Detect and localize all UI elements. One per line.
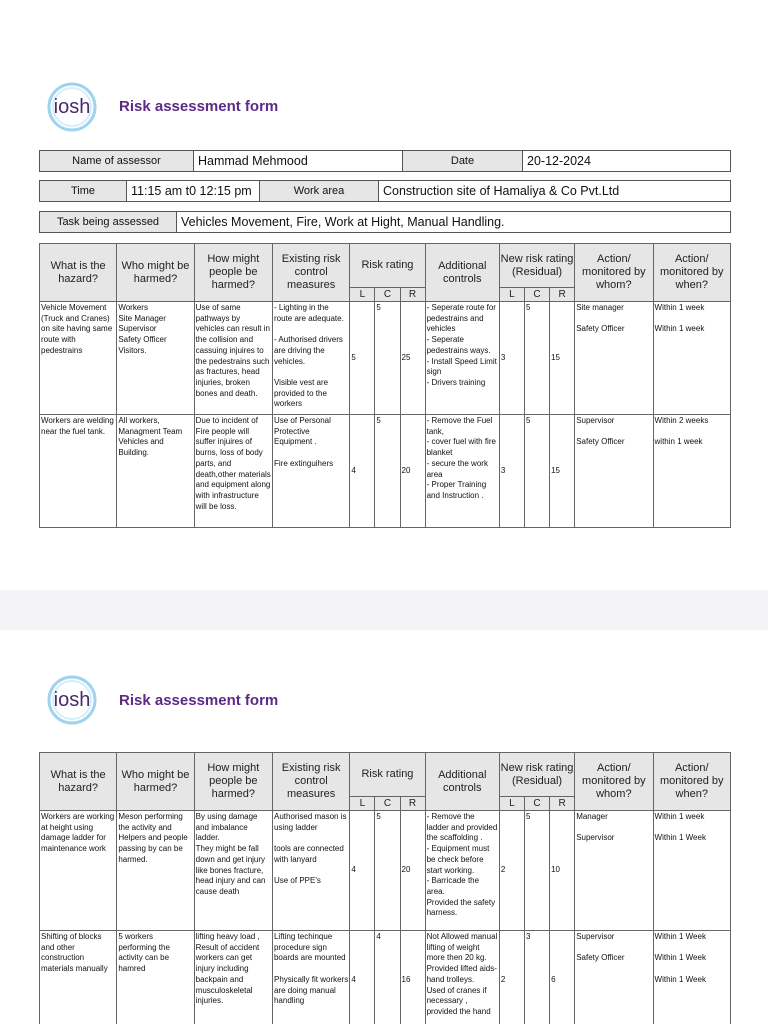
- iosh-logo-icon: [44, 80, 100, 136]
- existing-cell: Use of Personal Protective Equipment . Fire extinguihers: [272, 415, 349, 528]
- header-existing: Existing risk control measures: [272, 753, 349, 811]
- how-cell: lifting heavy load , Result of accident workers can get injury including backpain and musculoskeletal injuries.: [194, 931, 272, 1024]
- rating-R: 20: [400, 415, 425, 528]
- rating-R: 25: [400, 302, 425, 415]
- rating-L: 4: [350, 415, 375, 528]
- assessor-name: Hammad Mehmood: [194, 151, 403, 172]
- header-who: Who might be harmed?: [117, 753, 194, 811]
- header-action-whom: Action/ monitored by whom?: [575, 753, 653, 811]
- time-value: 11:15 am t0 12:15 pm: [127, 181, 260, 202]
- whom-cell: Supervisor Safety Officer: [575, 415, 653, 528]
- assessor-row: [39, 150, 731, 172]
- header-risk-rating: Risk rating: [350, 753, 425, 797]
- header-L: L: [350, 797, 375, 811]
- table-row: [40, 302, 731, 415]
- iosh-logo: [44, 673, 100, 729]
- rating-C: 5: [375, 302, 400, 415]
- new-rating-L: 3: [499, 302, 524, 415]
- header-additional: Additional controls: [425, 753, 499, 811]
- table-row: [40, 931, 731, 1024]
- date-value: 20-12-2024: [523, 151, 731, 172]
- new-rating-C: 5: [525, 415, 550, 528]
- hazard-cell: Workers are welding near the fuel tank.: [40, 415, 117, 528]
- header-who: Who might be harmed?: [117, 244, 194, 302]
- page-2: [0, 630, 768, 1024]
- additional-cell: - Remove the Fuel tank, - cover fuel with fire blanket - secure the work area - Proper Training and Instruction .: [425, 415, 499, 528]
- iosh-logo: [44, 80, 100, 136]
- additional-cell: - Remove the ladder and provided the scaffolding . - Equipment must be check before start working. - Barricade the area. Provided the safety harness.: [425, 811, 499, 931]
- additional-cell: Not Allowed manual lifting of weight more then 20 kg. Provided lifted aids-hand trolleys. Used of cranes if necessary , provided the hand: [425, 931, 499, 1024]
- whom-cell: Manager Supervisor: [575, 811, 653, 931]
- task-value: Vehicles Movement, Fire, Work at Hight, Manual Handling.: [177, 212, 731, 233]
- header-new-C: C: [525, 288, 550, 302]
- header-hazard: What is the hazard?: [40, 244, 117, 302]
- rating-R: 20: [400, 811, 425, 931]
- logo-text: iosh: [53, 96, 91, 118]
- header-L: L: [350, 288, 375, 302]
- header-residual: New risk rating (Residual): [499, 753, 574, 797]
- new-rating-C: 5: [525, 302, 550, 415]
- rating-C: 5: [375, 811, 400, 931]
- table-row: [40, 811, 731, 931]
- time-label: Time: [40, 181, 127, 202]
- form-title: Risk assessment form: [119, 98, 279, 115]
- when-cell: Within 1 week Within 1 Week: [653, 811, 730, 931]
- header-how: How might people be harmed?: [194, 753, 272, 811]
- header-R: R: [400, 288, 425, 302]
- who-cell: 5 workers performing the activity can be hamred: [117, 931, 194, 1024]
- header-new-C: C: [525, 797, 550, 811]
- assessor-label: Name of assessor: [40, 151, 194, 172]
- how-cell: Due to incident of Fire people will suffer injuires of burns, loss of body parts, and death,other materials and equipment along with infrastructure will be loss.: [194, 415, 272, 528]
- how-cell: By using damage and imbalance ladder. They might be fall down and get injury like bones fracture, head injury and can cause death: [194, 811, 272, 931]
- existing-cell: Authorised mason is using ladder tools are connected with lanyard Use of PPE's: [272, 811, 349, 931]
- new-rating-C: 3: [525, 931, 550, 1024]
- header-C: C: [375, 288, 400, 302]
- new-rating-L: 2: [499, 811, 524, 931]
- header-new-L: L: [499, 797, 524, 811]
- header-new-R: R: [550, 288, 575, 302]
- header-action-when: Action/ monitored by when?: [653, 244, 730, 302]
- risk-table-page-2: [39, 752, 731, 1024]
- rating-L: 5: [350, 302, 375, 415]
- new-rating-L: 3: [499, 415, 524, 528]
- rating-C: 5: [375, 415, 400, 528]
- hazard-cell: Shifting of blocks and other construction materials manually: [40, 931, 117, 1024]
- task-label: Task being assessed: [40, 212, 177, 233]
- existing-cell: - Lighting in the route are adequate. - Authorised drivers are driving the vehicles. Visible vest are provided to the workers: [272, 302, 349, 415]
- header-how: How might people be harmed?: [194, 244, 272, 302]
- form-title: Risk assessment form: [119, 692, 279, 709]
- rating-L: 4: [350, 931, 375, 1024]
- who-cell: Workers Site Manager Supervisor Safety Officer Visitors.: [117, 302, 194, 415]
- work-area-label: Work area: [260, 181, 379, 202]
- hazard-cell: Workers are working at height using damage ladder for maintenance work: [40, 811, 117, 931]
- date-label: Date: [403, 151, 523, 172]
- new-rating-C: 5: [525, 811, 550, 931]
- who-cell: Meson performing the activity and Helpers and people passing by can be harmed.: [117, 811, 194, 931]
- existing-cell: Lifting techinque procedure sign boards are mounted Physically fit workers are doing manual handling: [272, 931, 349, 1024]
- header-C: C: [375, 797, 400, 811]
- when-cell: Within 1 Week Within 1 Week Within 1 Week: [653, 931, 730, 1024]
- rating-L: 4: [350, 811, 375, 931]
- new-rating-R: 10: [550, 811, 575, 931]
- header-existing: Existing risk control measures: [272, 244, 349, 302]
- header-new-R: R: [550, 797, 575, 811]
- header-residual: New risk rating (Residual): [499, 244, 574, 288]
- logo-text: iosh: [53, 689, 91, 711]
- header-hazard: What is the hazard?: [40, 753, 117, 811]
- header-additional: Additional controls: [425, 244, 499, 302]
- time-row: [39, 180, 731, 202]
- when-cell: Within 2 weeks within 1 week: [653, 415, 730, 528]
- table-row: [40, 415, 731, 528]
- task-row: [39, 211, 731, 233]
- whom-cell: Site manager Safety Officer: [575, 302, 653, 415]
- new-rating-R: 15: [550, 415, 575, 528]
- rating-C: 4: [375, 931, 400, 1024]
- hazard-cell: Vehicle Movement (Truck and Cranes) on site having same route with pedestrains: [40, 302, 117, 415]
- header-risk-rating: Risk rating: [350, 244, 425, 288]
- when-cell: Within 1 week Within 1 week: [653, 302, 730, 415]
- header-action-whom: Action/ monitored by whom?: [575, 244, 653, 302]
- iosh-logo-icon: [44, 673, 100, 729]
- new-rating-L: 2: [499, 931, 524, 1024]
- how-cell: Use of same pathways by vehicles can result in the collision and cassuing injuires to the pedestrains such as fractures, head injuries, broken bones and death.: [194, 302, 272, 415]
- whom-cell: Supervisor Safety Officer: [575, 931, 653, 1024]
- new-rating-R: 15: [550, 302, 575, 415]
- header-R: R: [400, 797, 425, 811]
- risk-table-page-1: [39, 243, 731, 528]
- new-rating-R: 6: [550, 931, 575, 1024]
- header-new-L: L: [499, 288, 524, 302]
- additional-cell: - Seperate route for pedestrains and vehicles - Seperate pedestrains ways. - Install Speed Limit sign - Drivers training: [425, 302, 499, 415]
- work-area-value: Construction site of Hamaliya & Co Pvt.Ltd: [379, 181, 731, 202]
- rating-R: 16: [400, 931, 425, 1024]
- header-action-when: Action/ monitored by when?: [653, 753, 730, 811]
- who-cell: All workers, Managment Team Vehicles and Building.: [117, 415, 194, 528]
